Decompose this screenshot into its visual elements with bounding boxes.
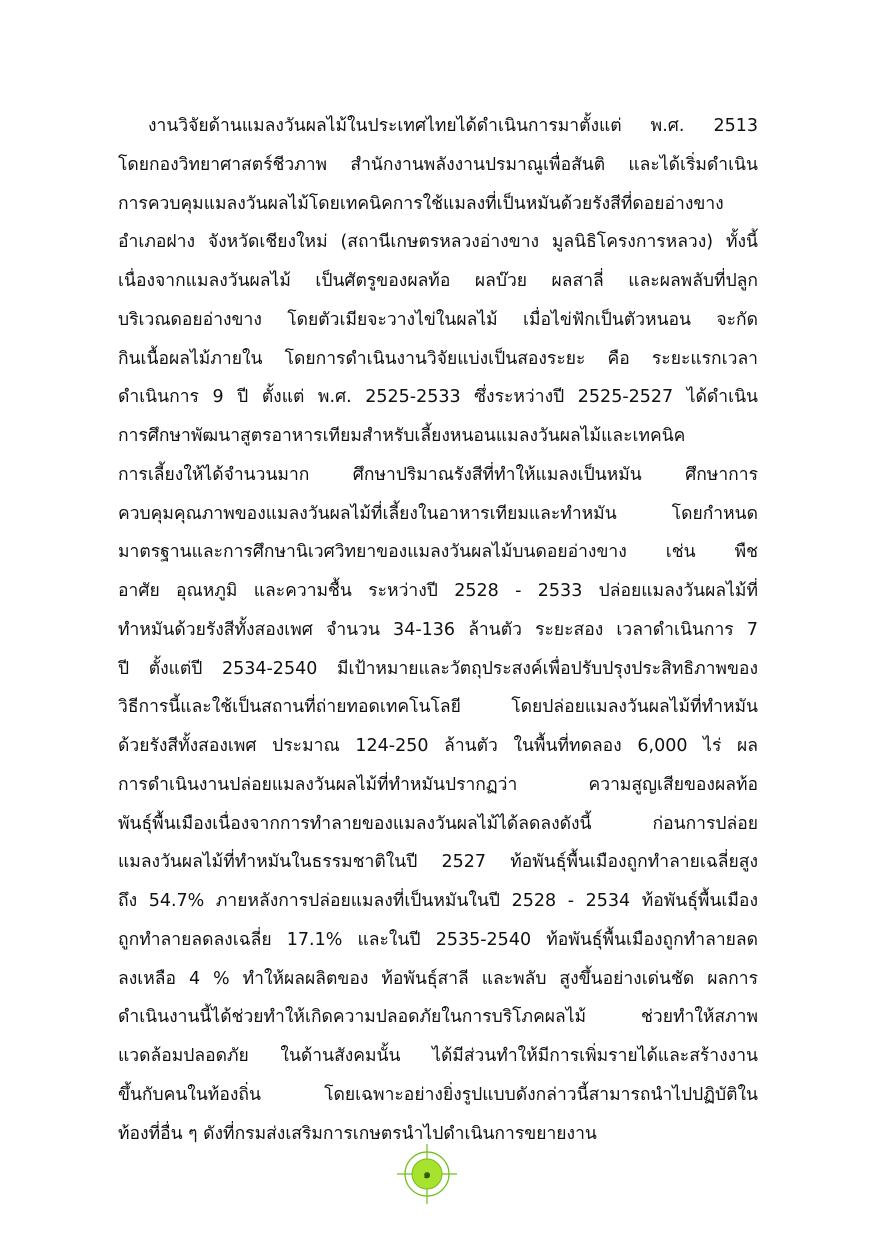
page-number: ๑: [423, 1167, 431, 1181]
paragraph-line: ถึง 54.7% ภายหลังการปล่อยแมลงที่เป็นหมันในปี 2528 - 2534 ท้อพันธุ์พื้นเมือง: [118, 891, 758, 911]
paragraph-line: การดำเนินงานปล่อยแมลงวันผลไม้ที่ทำหมันปรากฏว่า ความสูญเสียของผลท้อ: [118, 774, 758, 795]
paragraph-line: การศึกษาพัฒนาสูตรอาหารเทียมสำหรับเลี้ยงหนอนแมลงวันผลไม้และเทคนิค: [118, 426, 686, 446]
paragraph-line: โดยกองวิทยาศาสตร์ชีวภาพ สำนักงานพลังงานปรมาณูเพื่อสันติ และได้เริ่มดำเนิน: [118, 154, 758, 175]
paragraph-line: การเลี้ยงให้ได้จำนวนมาก ศึกษาปริมาณรังสีที่ทำให้แมลงเป็นหมัน ศึกษาการ: [118, 464, 758, 485]
paragraph-line: เนื่องจากแมลงวันผลไม้ เป็นศัตรูของผลท้อ ผลบ๊วย ผลสาลี่ และผลพลับที่ปลูก: [118, 271, 758, 291]
body-text: [118, 107, 758, 1153]
paragraph-line: ลงเหลือ 4 % ทำให้ผลผลิตของ ท้อพันธุ์สาลี และพลับ สูงขึ้นอย่างเด่นชัด ผลการ: [118, 968, 758, 989]
paragraph-line: อำเภอฝาง จังหวัดเชียงใหม่ (สถานีเกษตรหลวงอ่างขาง มูลนิธิโครงการหลวง) ทั้งนี้: [118, 232, 758, 253]
paragraph-line: งานวิจัยด้านแมลงวันผลไม้ในประเทศไทยได้ดำเนินการมาตั้งแต่ พ.ศ. 2513: [148, 116, 758, 136]
page-number-marker: [397, 1144, 457, 1204]
paragraph-line: ด้วยรังสีทั้งสองเพศ ประมาณ 124-250 ล้านตัว ในพื้นที่ทดลอง 6,000 ไร่ ผล: [118, 736, 758, 756]
paragraph-line: กินเนื้อผลไม้ภายใน โดยการดำเนินงานวิจัยแบ่งเป็นสองระยะ คือ ระยะแรกเวลา: [118, 348, 758, 369]
paragraph-line: แวดล้อมปลอดภัย ในด้านสังคมนั้น ได้มีส่วนทำให้มีการเพิ่มรายได้และสร้างงาน: [118, 1046, 758, 1066]
paragraph-line: ดำเนินงานนี้ได้ช่วยทำให้เกิดความปลอดภัยในการบริโภคผลไม้ ช่วยทำให้สภาพ: [118, 1007, 758, 1028]
paragraph-line: มาตรฐานและการศึกษานิเวศวิทยาของแมลงวันผลไม้บนดอยอ่างขาง เช่น พืช: [118, 542, 758, 563]
paragraph-line: วิธีการนี้และใช้เป็นสถานที่ถ่ายทอดเทคโนโลยี โดยปล่อยแมลงวันผลไม้ที่ทำหมัน: [118, 697, 758, 718]
paragraph-line: พันธุ์พื้นเมืองเนื่องจากการทำลายของแมลงวันผลไม้ได้ลดลงดังนี้ ก่อนการปล่อย: [118, 813, 758, 834]
paragraph-line: ถูกทำลายลดลงเฉลี่ย 17.1% และในปี 2535-2540 ท้อพันธุ์พื้นเมืองถูกทำลายลด: [118, 929, 758, 950]
paragraph-line: การควบคุมแมลงวันผลไม้โดยเทคนิคการใช้แมลงที่เป็นหมันด้วยรังสีที่ดอยอ่างขาง: [118, 193, 724, 214]
paragraph-line: ขึ้นกับคนในท้องถิ่น โดยเฉพาะอย่างยิ่งรูปแบบดังกล่าวนี้สามารถนำไปปฏิบัติใน: [118, 1084, 758, 1105]
paragraph-line: บริเวณดอยอ่างขาง โดยตัวเมียจะวางไข่ในผลไม้ เมื่อไข่ฟักเป็นตัวหนอน จะกัด: [118, 309, 758, 330]
paragraph-line: ท้องที่อื่น ๆ ดังที่กรมส่งเสริมการเกษตรนำไปดำเนินการขยายงาน: [118, 1123, 597, 1144]
paragraph-line: ปี ตั้งแต่ปี 2534-2540 มีเป้าหมายและวัตถุประสงค์เพื่อปรับปรุงประสิทธิภาพของ: [118, 658, 758, 679]
paragraph-line: แมลงวันผลไม้ที่ทำหมันในธรรมชาติในปี 2527 ท้อพันธุ์พื้นเมืองถูกทำลายเฉลี่ยสูง: [118, 852, 758, 873]
paragraph-line: อาศัย อุณหภูมิ และความชื้น ระหว่างปี 2528 - 2533 ปล่อยแมลงวันผลไม้ที่: [118, 581, 758, 601]
paragraph-line: ควบคุมคุณภาพของแมลงวันผลไม้ที่เลี้ยงในอาหารเทียมและทำหมัน โดยกำหนด: [118, 503, 758, 524]
paragraph-line: ดำเนินการ 9 ปี ตั้งแต่ พ.ศ. 2525-2533 ซึ่งระหว่างปี 2525-2527 ได้ดำเนิน: [118, 387, 758, 408]
paragraph-line: ทำหมันด้วยรังสีทั้งสองเพศ จำนวน 34-136 ล้านตัว ระยะสอง เวลาดำเนินการ 7: [118, 619, 758, 640]
